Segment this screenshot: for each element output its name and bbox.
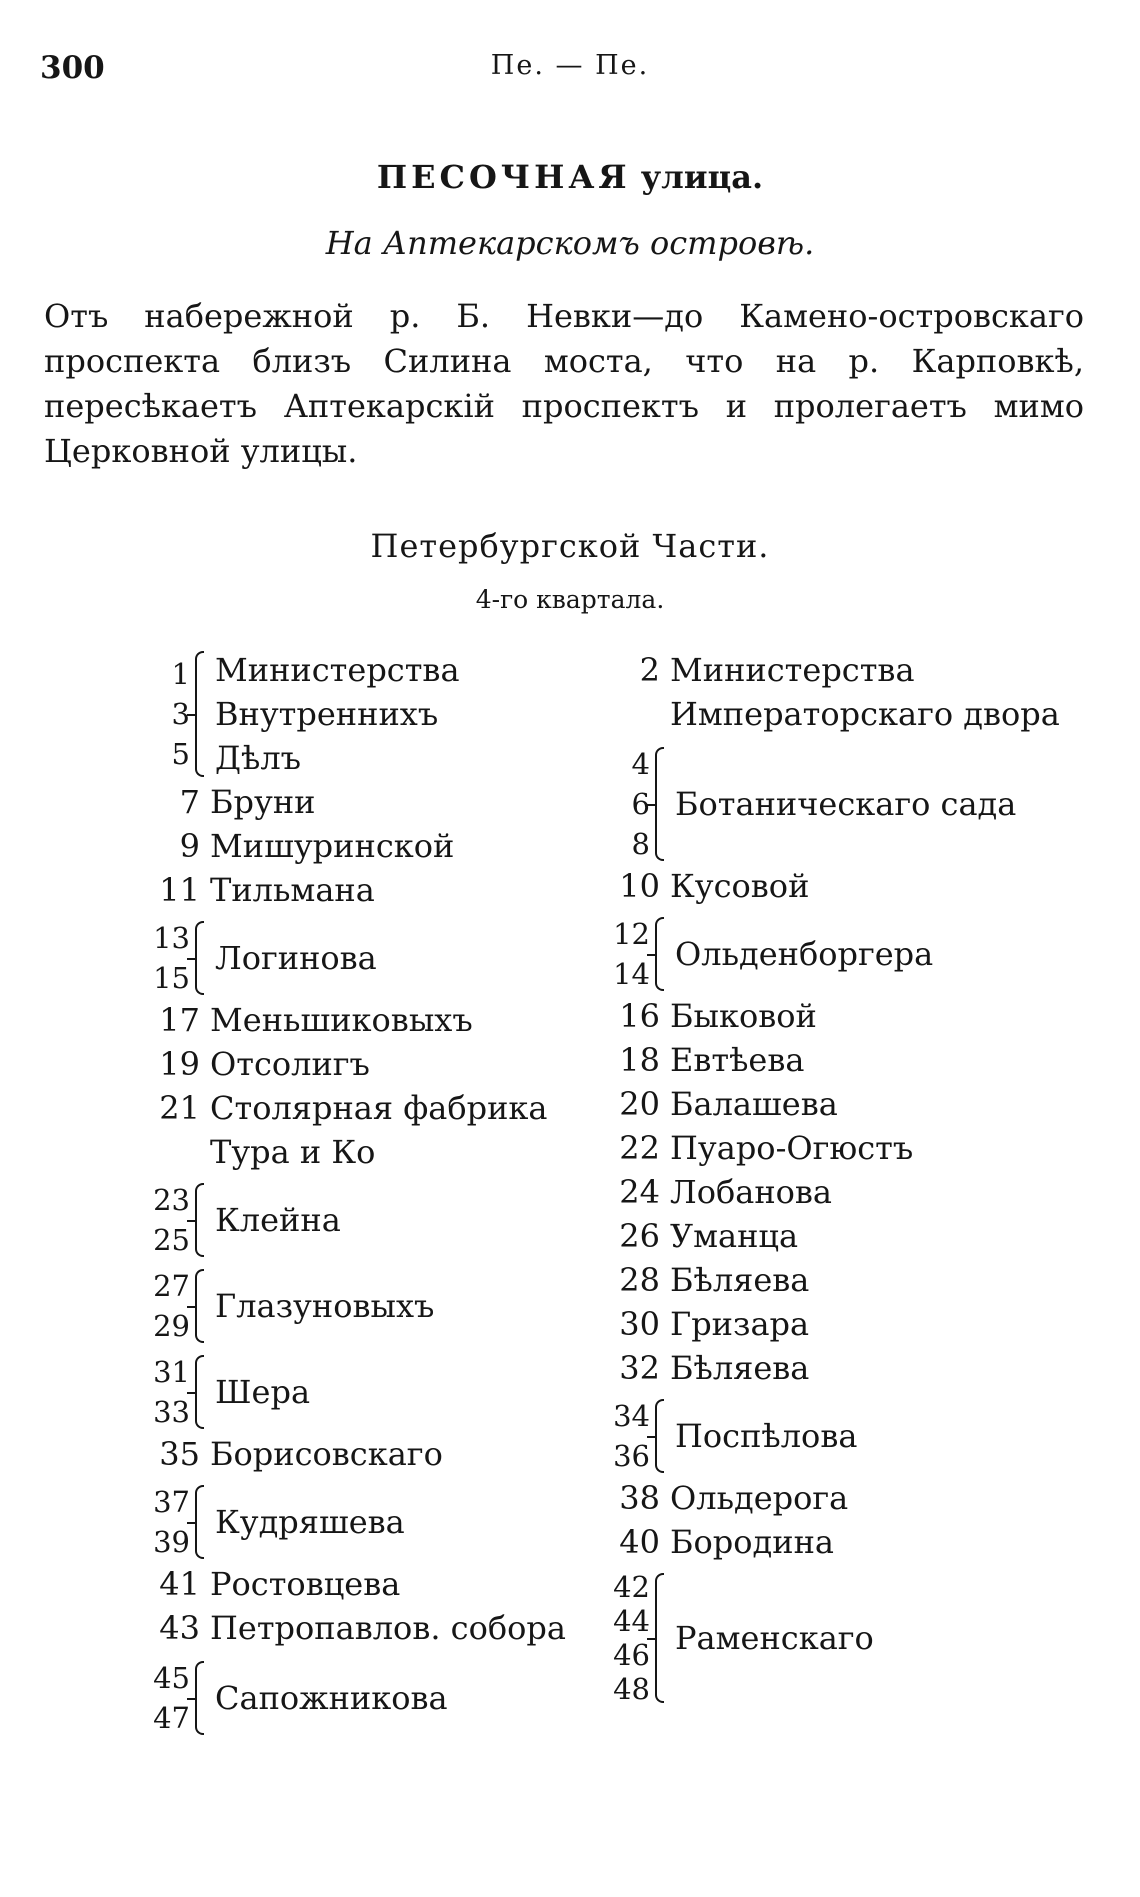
brace-icon	[195, 1658, 209, 1738]
house-number: 1	[171, 657, 190, 691]
house-entry	[570, 1126, 1090, 1170]
brace-tip-icon	[647, 1436, 655, 1438]
owner-name: Клейна	[215, 1201, 341, 1239]
house-group	[570, 1396, 1090, 1476]
house-entry	[570, 1170, 1090, 1214]
brace-tip-icon	[187, 714, 195, 716]
house-number: 7	[179, 783, 200, 821]
owner-name: Бѣляева	[670, 1349, 810, 1387]
house-group	[110, 648, 580, 780]
house-number: 13	[153, 921, 190, 955]
house-number: 41	[159, 1565, 200, 1603]
house-number: 33	[153, 1395, 190, 1429]
running-head	[40, 50, 1100, 94]
owner-name: Кудряшева	[215, 1503, 405, 1541]
owner-name: Лобанова	[670, 1173, 832, 1211]
house-entry	[110, 1086, 580, 1174]
house-number: 39	[153, 1525, 190, 1559]
owner-name: Раменскаго	[675, 1619, 874, 1657]
owner-name: Ботаническаго сада	[675, 785, 1017, 823]
house-number: 10	[619, 867, 660, 905]
house-group	[110, 1352, 580, 1432]
brace-icon	[655, 1396, 669, 1476]
house-number: 34	[613, 1399, 650, 1433]
house-entry	[570, 648, 1090, 736]
house-number: 6	[631, 787, 650, 821]
brace-tip-icon	[647, 954, 655, 956]
house-group	[110, 1180, 580, 1260]
owner-name: Быковой	[670, 997, 817, 1035]
street-type: улица.	[640, 158, 764, 196]
house-number: 20	[619, 1085, 660, 1123]
house-group	[570, 744, 1090, 864]
page-number: 300	[40, 50, 105, 86]
brace-icon	[195, 1266, 209, 1346]
owner-name: Борисовскаго	[210, 1435, 443, 1473]
house-numbers	[110, 1352, 190, 1432]
owner-name: Уманца	[670, 1217, 799, 1255]
house-number: 5	[171, 737, 190, 771]
house-entry	[110, 1562, 580, 1606]
house-number: 17	[159, 1001, 200, 1039]
owner-name: Ростовцева	[210, 1565, 401, 1603]
house-number: 40	[619, 1523, 660, 1561]
brace-tip-icon	[187, 1392, 195, 1394]
owner-name: Кусовой	[670, 867, 810, 905]
house-group	[110, 1482, 580, 1562]
owner-name: Отсолигъ	[210, 1045, 370, 1083]
running-head-letters: Пе. — Пе.	[490, 50, 650, 81]
house-number: 35	[159, 1435, 200, 1473]
house-numbers	[110, 1180, 190, 1260]
owner-name: Тильмана	[210, 871, 375, 909]
house-entry	[110, 1042, 580, 1086]
house-number: 47	[153, 1701, 190, 1735]
owner-name: Меньшиковыхъ	[210, 1001, 473, 1039]
house-number: 22	[619, 1129, 660, 1167]
owner-name: Шера	[215, 1373, 311, 1411]
house-entry	[570, 1258, 1090, 1302]
owner-name: Глазуновыхъ	[215, 1287, 435, 1325]
house-numbers	[570, 1570, 650, 1706]
house-number: 4	[631, 747, 650, 781]
house-number: 25	[153, 1223, 190, 1257]
owner-name: Евтѣева	[670, 1041, 805, 1079]
house-entry	[570, 994, 1090, 1038]
quarter-heading: 4-го квартала.	[475, 585, 665, 614]
house-number: 14	[613, 957, 650, 991]
house-numbers	[110, 654, 190, 774]
brace-icon	[195, 918, 209, 998]
brace-icon	[195, 1180, 209, 1260]
house-number: 21	[159, 1089, 200, 1127]
brace-tip-icon	[187, 1698, 195, 1700]
house-entry	[570, 1476, 1090, 1520]
owner-name: Ольдерога	[670, 1479, 849, 1517]
owner-name: Министерства Императорскаго двора	[670, 651, 1060, 733]
owner-name: Петропавлов. собора	[210, 1609, 566, 1647]
house-entry	[110, 824, 580, 868]
owner-name: Мишуринской	[210, 827, 455, 865]
brace-tip-icon	[187, 1306, 195, 1308]
house-group	[110, 1266, 580, 1346]
street-name: ПЕСОЧНАЯ	[376, 158, 631, 196]
house-number: 3	[171, 697, 190, 731]
brace-icon	[655, 1570, 669, 1706]
owner-name: Поспѣлова	[675, 1417, 858, 1455]
house-number: 27	[153, 1269, 190, 1303]
house-number: 46	[613, 1638, 650, 1672]
house-entry	[570, 1038, 1090, 1082]
brace-tip-icon	[187, 1522, 195, 1524]
house-numbers	[570, 744, 650, 864]
route-description: Отъ набережной р. Б. Невки—до Камено-островскаго проспекта близъ Силина моста, что на р. Карповкѣ, пересѣкаетъ Аптекарскій проспектъ и пролегаетъ мимо Церковной улицы.	[44, 297, 1084, 470]
island-subtitle: На Аптекарскомъ островѣ.	[325, 224, 815, 262]
house-entry	[110, 998, 580, 1042]
odd-side-column	[110, 648, 580, 1738]
house-number: 9	[179, 827, 200, 865]
house-number: 48	[613, 1672, 650, 1706]
house-entry	[570, 1082, 1090, 1126]
house-number: 42	[613, 1570, 650, 1604]
house-numbers	[110, 1658, 190, 1738]
owner-name: Министерства Внутреннихъ Дѣлъ	[215, 651, 460, 777]
house-numbers	[110, 1482, 190, 1562]
house-number: 28	[619, 1261, 660, 1299]
house-entry	[110, 1432, 580, 1476]
owner-name: Столярная фабрика Тура и Ко	[210, 1089, 548, 1171]
owner-name: Гризара	[670, 1305, 810, 1343]
house-entry	[570, 1346, 1090, 1390]
house-number: 30	[619, 1305, 660, 1343]
house-number: 24	[619, 1173, 660, 1211]
house-number: 2	[639, 651, 660, 689]
house-number: 45	[153, 1661, 190, 1695]
brace-icon	[195, 1482, 209, 1562]
house-number: 11	[159, 871, 200, 909]
house-number: 19	[159, 1045, 200, 1083]
owner-name: Бруни	[210, 783, 316, 821]
house-number: 38	[619, 1479, 660, 1517]
house-numbers	[110, 918, 190, 998]
brace-tip-icon	[647, 1638, 655, 1640]
house-entry	[570, 1520, 1090, 1564]
owner-name: Пуаро-Огюстъ	[670, 1129, 914, 1167]
house-number: 37	[153, 1485, 190, 1519]
house-numbers	[110, 1266, 190, 1346]
house-entry	[110, 1606, 580, 1650]
house-number: 36	[613, 1439, 650, 1473]
house-numbers	[570, 1396, 650, 1476]
district-heading: Петербургской Части.	[370, 527, 770, 565]
house-numbers	[570, 914, 650, 994]
owner-name: Логинова	[215, 939, 377, 977]
house-number: 44	[613, 1604, 650, 1638]
owner-name: Балашева	[670, 1085, 838, 1123]
house-entry	[570, 1214, 1090, 1258]
owner-name: Бородина	[670, 1523, 834, 1561]
brace-tip-icon	[187, 958, 195, 960]
house-number: 12	[613, 917, 650, 951]
house-group	[570, 914, 1090, 994]
house-number: 16	[619, 997, 660, 1035]
house-entry	[570, 864, 1090, 908]
house-entry	[570, 1302, 1090, 1346]
house-number: 29	[153, 1309, 190, 1343]
brace-icon	[195, 648, 209, 780]
house-entry	[110, 780, 580, 824]
brace-tip-icon	[187, 1220, 195, 1222]
owner-name: Ольденборгера	[675, 935, 934, 973]
house-number: 23	[153, 1183, 190, 1217]
house-group	[110, 1658, 580, 1738]
house-number: 18	[619, 1041, 660, 1079]
house-number: 43	[159, 1609, 200, 1647]
house-group	[110, 918, 580, 998]
house-number: 8	[631, 827, 650, 861]
house-number: 32	[619, 1349, 660, 1387]
brace-icon	[195, 1352, 209, 1432]
street-title	[0, 158, 1140, 196]
house-number: 31	[153, 1355, 190, 1389]
owner-name: Бѣляева	[670, 1261, 810, 1299]
brace-tip-icon	[647, 804, 655, 806]
house-number: 15	[153, 961, 190, 995]
owner-name: Сапожникова	[215, 1679, 448, 1717]
house-entry	[110, 868, 580, 912]
brace-icon	[655, 744, 669, 864]
brace-icon	[655, 914, 669, 994]
even-side-column	[570, 648, 1090, 1706]
house-group	[570, 1570, 1090, 1706]
house-number: 26	[619, 1217, 660, 1255]
